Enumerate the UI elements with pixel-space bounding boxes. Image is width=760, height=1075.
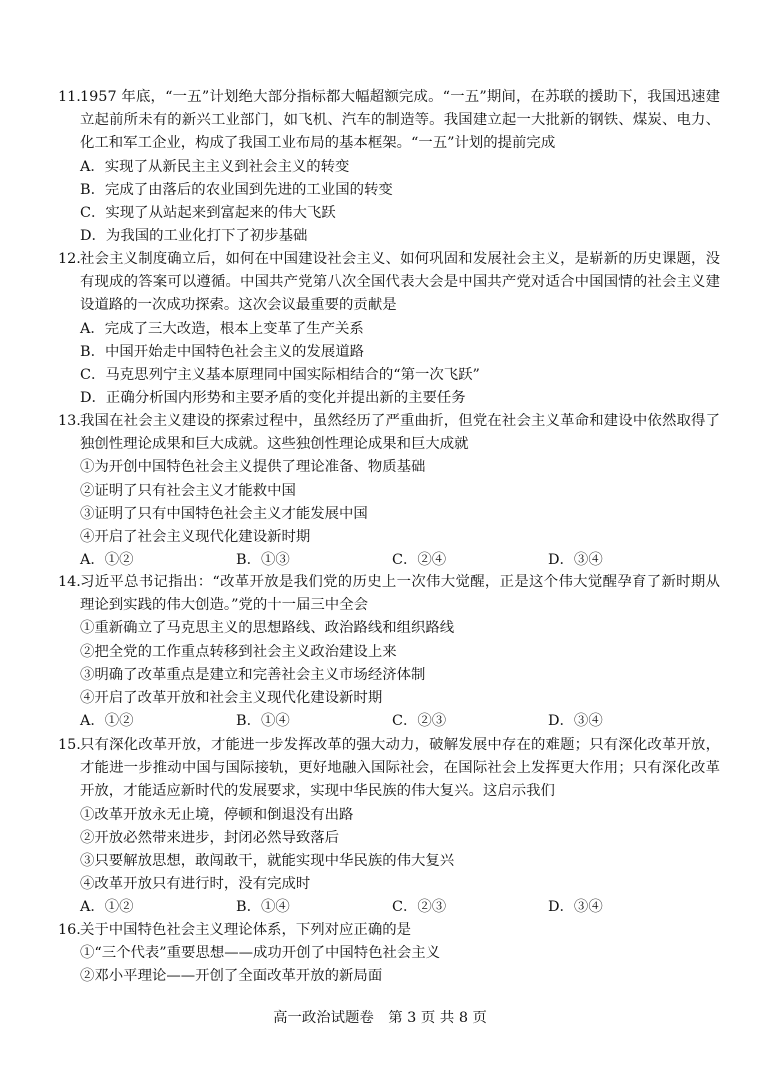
option-c: C．马克思列宁主义基本原理同中国实际相结合的“第一次飞跃”	[80, 367, 480, 384]
choice-a: A．①②	[80, 899, 134, 916]
statement-2: ②把全党的工作重点转移到社会主义政治建设上来	[80, 643, 397, 660]
answer-choices	[58, 549, 720, 572]
question-number: 11.	[58, 89, 81, 105]
question-11	[58, 86, 720, 248]
question-number: 12.	[58, 251, 81, 267]
option-b: B．完成了由落后的农业国到先进的工业国的转变	[80, 181, 393, 198]
question-14	[58, 571, 720, 733]
choice-a: A．①②	[80, 552, 134, 569]
question-text: 只有深化改革开放，才能进一步发挥改革的强大动力，破解发展中存在的难题；只有深化改革开放，才能进一步推动中国与国际接轨，更好地融入国际社会，在国际社会上发挥更大作用；只有深化改革开放，才能适应新时代的发展要求，实现中华民族的伟大复兴。这启示我们	[80, 737, 720, 800]
choice-b: B．①④	[236, 713, 290, 730]
question-text: 我国在社会主义建设的探索过程中，虽然经历了严重曲折，但党在社会主义革命和建设中依然取得了独创性理论成果和巨大成就。这些独创性理论成果和巨大成就	[80, 413, 720, 453]
choice-c: C．②③	[392, 713, 447, 730]
option-b: B．中国开始走中国特色社会主义的发展道路	[80, 343, 364, 360]
question-text: 关于中国特色社会主义理论体系，下列对应正确的是	[80, 922, 411, 938]
question-number: 14.	[58, 574, 81, 590]
question-text: 1957 年底，“一五”计划绝大部分指标都大幅超额完成。“一五”期间，在苏联的援助下，我国迅速建立起前所未有的新兴工业部门，如飞机、汽车的制造等。我国建立起一大批新的钢铁、煤炭、电力、化工和军工企业，构成了我国工业布局的基本框架。“一五”计划的提前完成	[80, 89, 720, 152]
question-stem	[58, 248, 720, 318]
question-13	[58, 410, 720, 572]
statement-1: ①改革开放永无止境，停顿和倒退没有出路	[80, 806, 354, 823]
choice-b: B．①③	[236, 552, 290, 569]
choice-d: D．③④	[548, 899, 603, 916]
statement-1: ①为开创中国特色社会主义提供了理论准备、物质基础	[80, 459, 426, 476]
statement-4: ④开启了改革开放和社会主义现代化建设新时期	[80, 690, 383, 707]
statement-2: ②证明了只有社会主义才能救中国	[80, 482, 296, 499]
question-number: 16.	[58, 922, 81, 938]
choice-a: A．①②	[80, 713, 134, 730]
statement-4: ④改革开放只有进行时，没有完成时	[80, 876, 311, 893]
question-15	[58, 734, 720, 920]
question-text: 社会主义制度确立后，如何在中国建设社会主义、如何巩固和发展社会主义，是崭新的历史课题，没有现成的答案可以遵循。中国共产党第八次全国代表大会是中国共产党对适合中国国情的社会主义建设道路的一次成功探索。这次会议最重要的贡献是	[80, 251, 720, 314]
question-number: 13.	[58, 413, 81, 429]
choice-d: D．③④	[548, 713, 603, 730]
question-text: 习近平总书记指出：“改革开放是我们党的历史上一次伟大觉醒，正是这个伟大觉醒孕育了新时期从理论到实践的伟大创造。”党的十一届三中全会	[80, 574, 720, 614]
statement-1: ①重新确立了马克思主义的思想路线、政治路线和组织路线	[80, 620, 455, 637]
option-d: D．为我国的工业化打下了初步基础	[80, 228, 308, 245]
question-number: 15.	[58, 737, 81, 753]
statement-2: ②邓小平理论——开创了全面改革开放的新局面	[80, 968, 383, 985]
statement-3: ③证明了只有中国特色社会主义才能发展中国	[80, 505, 368, 522]
option-d: D．正确分析国内形势和主要矛盾的变化并提出新的主要任务	[80, 390, 466, 407]
choice-c: C．②④	[392, 552, 447, 569]
question-stem	[58, 410, 720, 456]
option-a: A．完成了三大改造，根本上变革了生产关系	[80, 320, 364, 337]
question-stem	[58, 919, 720, 942]
answer-choices	[58, 710, 720, 733]
choice-d: D．③④	[548, 552, 603, 569]
question-12	[58, 248, 720, 410]
statement-4: ④开启了社会主义现代化建设新时期	[80, 529, 311, 546]
option-c: C．实现了从站起来到富起来的伟大飞跃	[80, 205, 336, 222]
question-stem	[58, 86, 720, 156]
page-footer: 高一政治试题卷 第 3 页 共 8 页	[273, 1010, 487, 1026]
question-stem	[58, 734, 720, 804]
statement-2: ②开放必然带来进步，封闭必然导致落后	[80, 829, 340, 846]
choice-c: C．②③	[392, 899, 447, 916]
statement-3: ③明确了改革重点是建立和完善社会主义市场经济体制	[80, 666, 426, 683]
answer-choices	[58, 896, 720, 919]
question-stem	[58, 571, 720, 617]
statement-1: ①“三个代表”重要思想——成功开创了中国特色社会主义	[80, 945, 441, 962]
statement-3: ③只要解放思想，敢闯敢干，就能实现中华民族的伟大复兴	[80, 853, 455, 870]
question-16	[58, 919, 720, 989]
option-a: A．实现了从新民主主义到社会主义的转变	[80, 158, 350, 175]
choice-b: B．①④	[236, 899, 290, 916]
